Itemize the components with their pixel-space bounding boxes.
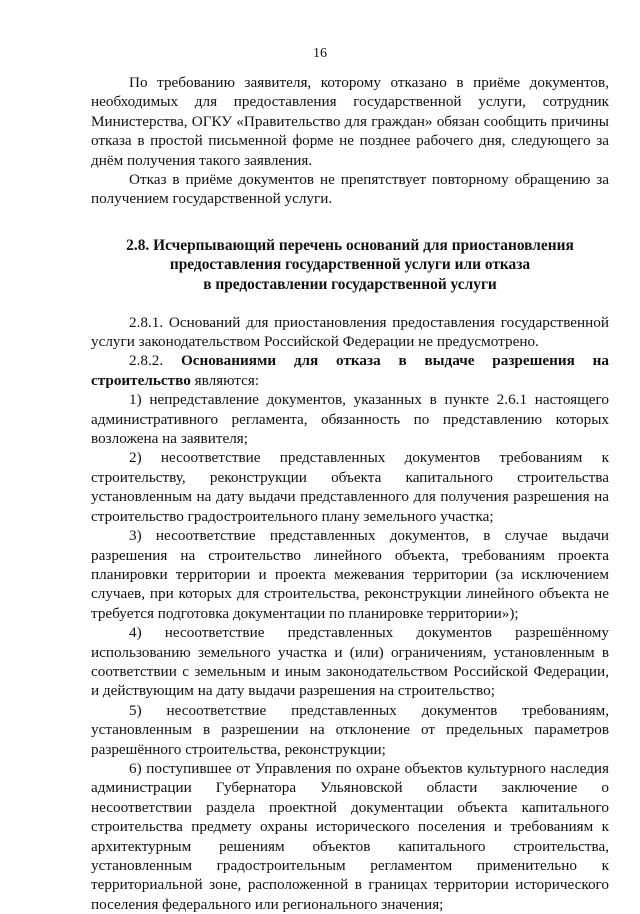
list-item-4: 4) несоответствие представленных документов разрешённому использованию земельного участка и (или) ограничениям, установленным в соответствии с земельным и иным законодательством Российской Федерации, и действующим на дату выдачи разрешения на строительство;	[91, 624, 609, 700]
heading-line: 2.8. Исчерпывающий перечень оснований для приостановления	[126, 236, 574, 254]
list-item-1: 1) непредставление документов, указанных в пункте 2.6.1 настоящего административного регламента, обязанность по представлению которых возложена на заявителя;	[91, 391, 609, 448]
paragraph-2-8-2	[91, 351, 609, 390]
heading-line: предоставления государственной услуги или отказа	[169, 256, 531, 274]
page-number: 16	[313, 46, 327, 61]
list-item-6: 6) поступившее от Управления по охране объектов культурного наследия администрации Губернатора Ульяновской области заключение о несоответствии раздела проектной документации объекта капитального строительства предмету охраны исторического поселения и требованиям к архитектурным решениям объектов капитального строительства, установленным градостроительным регламентом применительно к территориальной зоне, расположенной в границах территории исторического поселения федерального или регионального значения;	[91, 759, 609, 913]
paragraph-2-8-2-bold: Основаниями для отказа в выдаче разрешения на строительство	[91, 352, 610, 389]
list-item-3: 3) несоответствие представленных документов, в случае выдачи разрешения на строительство линейного объекта, требованиям проекта планировки территории и проекта межевания территории (за исключением случаев, при которых для строительства, реконструкции линейного объекта не требуется подготовка документации по планировке территории»);	[91, 527, 609, 622]
paragraph-2-8-1: 2.8.1. Оснований для приостановления предоставления государственной услуги законодательством Российской Федерации не предусмотрено.	[91, 313, 609, 351]
list-item-2: 2) несоответствие представленных документов требованиям к строительству, реконструкции объекта капитального строительства установленным на дату выдачи представленного для получения разрешения на строительство градостроительного плану земельного участка;	[91, 449, 609, 525]
paragraph-refusal-no-obstacle: Отказ в приёме документов не препятствует повторному обращению за получением государственной услуги.	[91, 171, 609, 208]
paragraph-2-8-2-prefix: 2.8.2.	[129, 352, 181, 370]
heading-line: в предоставлении государственной услуги	[203, 276, 497, 294]
paragraph-2-8-2-suffix: являются:	[190, 371, 260, 389]
paragraph-refusal-reasons: По требованию заявителя, которому отказано в приёме документов, необходимых для предоставления государственной услуги, сотрудник Министерства, ОГКУ «Правительство для граждан» обязан сообщить причины отказа в простой письменной форме не позднее рабочего дня, следующего за днём получения такого заявления.	[91, 74, 609, 169]
document-body	[91, 73, 609, 914]
section-heading-2-8	[91, 236, 609, 295]
list-item-5: 5) несоответствие представленных документов требованиям, установленным в разрешении на отклонение от предельных параметров разрешённого строительства, реконструкции;	[91, 701, 609, 758]
